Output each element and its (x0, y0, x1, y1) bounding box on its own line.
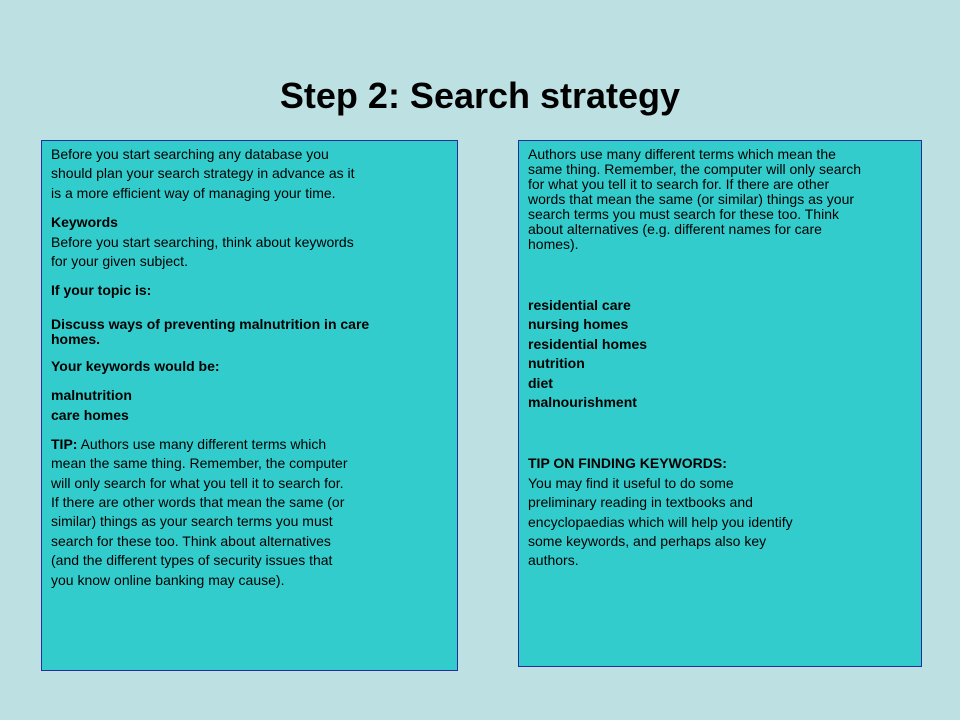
tip-line: will only search for what you tell it to search for. (51, 474, 344, 491)
keyword-item: residential homes (528, 335, 648, 352)
intro-line: words that mean the same (or similar) things as your (528, 191, 855, 207)
keyword-item: care homes (51, 406, 129, 423)
intro-line: same thing. Remember, the computer will only search (528, 161, 862, 177)
tip-line: If there are other words that mean the same (or (51, 494, 345, 511)
tip-line: mean the same thing. Remember, the computer (51, 455, 348, 472)
keyword-item: nutrition (528, 355, 585, 372)
keywords-text-line: Before you start searching, think about keywords (51, 233, 354, 250)
tip-line: you know online banking may cause). (51, 571, 285, 588)
intro-line: Before you start searching any database you (51, 146, 329, 162)
right-text-panel (518, 140, 922, 667)
tip-line: (and the different types of security issues that (51, 552, 333, 569)
tip-line: encyclopaedias which will help you identify (528, 513, 793, 530)
intro-line: for what you tell it to search for. If there are other (528, 176, 830, 192)
intro-line: search terms you must search for these too. Think (528, 206, 839, 222)
intro-line: Authors use many different terms which mean the (528, 146, 836, 162)
keywords-heading: Keywords (51, 214, 118, 231)
tip-line: similar) things as your search terms you must (51, 513, 333, 530)
tip-line: authors. (528, 552, 579, 569)
topic-line: homes. (51, 330, 101, 347)
tip-line: preliminary reading in textbooks and (528, 494, 753, 511)
keywords-text-line: for your given subject. (51, 252, 188, 269)
keyword-item: malnutrition (51, 387, 132, 404)
topic-line: Discuss ways of preventing malnutrition in care (51, 315, 370, 332)
keyword-item: diet (528, 374, 553, 391)
tip-line: some keywords, and perhaps also key (528, 532, 767, 549)
left-text-panel (41, 140, 458, 671)
intro-line: should plan your search strategy in advance as it (51, 165, 355, 182)
tip-first-line (51, 435, 448, 454)
intro-line: about alternatives (e.g. different names for care (528, 221, 822, 237)
tip-first-text: Authors use many different terms which (77, 435, 327, 452)
keyword-item: nursing homes (528, 316, 629, 333)
tip-heading: TIP ON FINDING KEYWORDS: (528, 455, 727, 472)
tip-line: search for these too. Think about alternatives (51, 532, 331, 549)
intro-line: is a more efficient way of managing your time. (51, 184, 336, 201)
topic-label: If your topic is: (51, 282, 152, 299)
tip-label: TIP: (51, 435, 78, 452)
slide-title: Step 2: Search strategy (279, 75, 681, 116)
keyword-item: malnourishment (528, 393, 637, 410)
keyword-item: residential care (528, 297, 631, 313)
tip-line: You may find it useful to do some (528, 474, 734, 491)
intro-line: homes). (528, 236, 579, 252)
your-keywords-label: Your keywords would be: (51, 357, 220, 374)
